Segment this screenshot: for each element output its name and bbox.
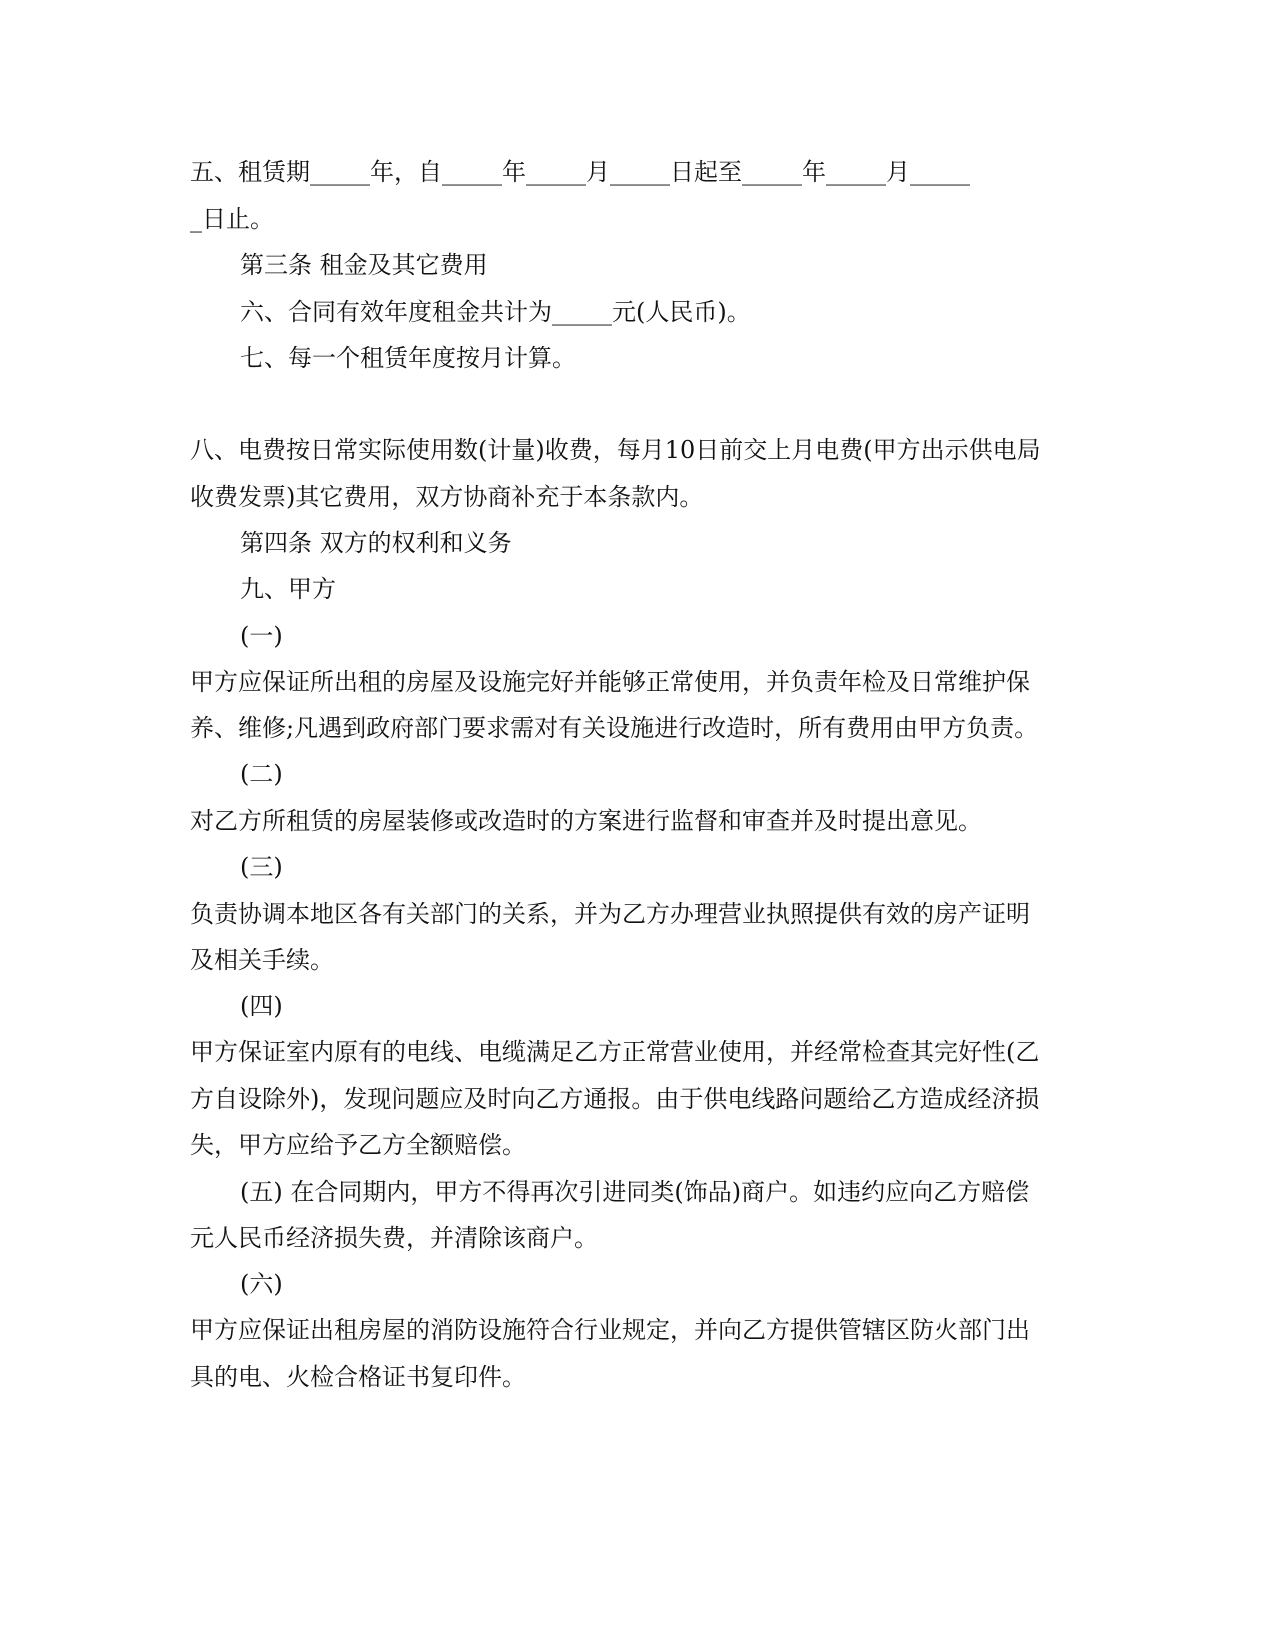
clause-number: (六) <box>240 1270 283 1298</box>
text-line: 五、租赁期_____年，自_____年_____月_____日起至_____年_____月_____ <box>190 158 970 186</box>
clause-number: (一) <box>240 622 283 650</box>
clause-number: (二) <box>240 760 283 788</box>
text-line: 甲方应保证所出租的房屋及设施完好并能够正常使用，并负责年检及日常维护保 <box>190 668 1030 696</box>
text-line: 养、维修;凡遇到政府部门要求需对有关设施进行改造时，所有费用由甲方负责。 <box>190 714 1039 742</box>
text-line: 收费发票)其它费用，双方协商补充于本条款内。 <box>190 483 704 511</box>
text-line: 对乙方所租赁的房屋装修或改造时的方案进行监督和审查并及时提出意见。 <box>190 807 982 835</box>
text-line: 负责协调本地区各有关部门的关系，并为乙方办理营业执照提供有效的房产证明 <box>190 900 1030 928</box>
text-line: 八、电费按日常实际使用数(计量)收费，每月10日前交上月电费(甲方出示供电局 <box>190 436 1041 464</box>
text-line: 九、甲方 <box>240 575 336 603</box>
text-line: 七、每一个租赁年度按月计算。 <box>240 344 576 372</box>
text-line: 六、合同有效年度租金共计为_____元(人民币)。 <box>240 298 751 326</box>
clause-number: (四) <box>240 992 283 1020</box>
text-line: 方自设除外)，发现问题应及时向乙方通报。由于供电线路问题给乙方造成经济损 <box>190 1085 1040 1113</box>
text-line: 元人民币经济损失费，并清除该商户。 <box>190 1224 598 1252</box>
text-line: 及相关手续。 <box>190 946 334 974</box>
clause-number: (三) <box>240 853 283 881</box>
section-heading: 第四条 双方的权利和义务 <box>240 529 512 557</box>
text-line: (五) 在合同期内，甲方不得再次引进同类(饰品)商户。如违约应向乙方赔偿 <box>240 1178 1030 1206</box>
text-line: 甲方应保证出租房屋的消防设施符合行业规定，并向乙方提供管辖区防火部门出 <box>190 1316 1030 1344</box>
text-line: 甲方保证室内原有的电线、电缆满足乙方正常营业使用，并经常检查其完好性(乙 <box>190 1038 1040 1066</box>
text-line: 具的电、火检合格证书复印件。 <box>190 1363 526 1391</box>
text-line: 失，甲方应给予乙方全额赔偿。 <box>190 1131 526 1159</box>
text-line: _日止。 <box>190 205 274 233</box>
section-heading: 第三条 租金及其它费用 <box>240 251 488 279</box>
